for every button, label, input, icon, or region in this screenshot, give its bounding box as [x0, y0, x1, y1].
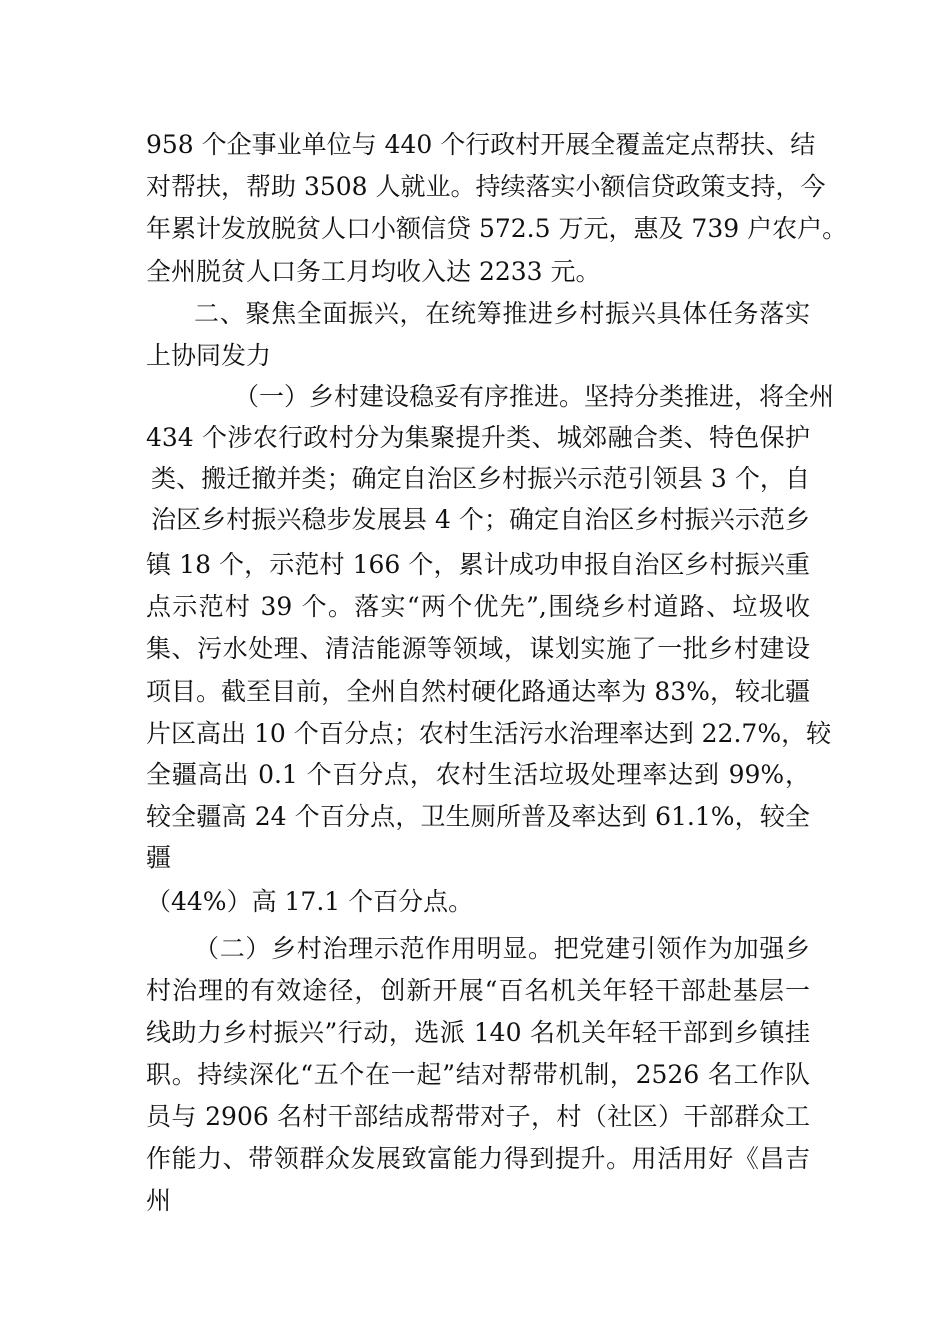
text-line: 片区高出 10 个百分点；农村生活污水治理率达到 22.7%，较	[146, 719, 832, 748]
text-line: （44%）高 17.1 个百分点。	[146, 887, 474, 916]
text-line: 958 个企事业单位与 440 个行政村开展全覆盖定点帮扶、结	[146, 130, 816, 159]
text-line: 项目。截至目前，全州自然村硬化路通达率为 83%，较北疆	[146, 677, 810, 706]
text-line: 镇 18 个，示范村 166 个，累计成功申报自治区乡村振兴重	[146, 550, 810, 579]
text-line: 全州脱贫人口务工月均收入达 2233 元。	[146, 257, 601, 286]
text-line: 年累计发放脱贫人口小额信贷 572.5 万元，惠及 739 户农户。	[146, 214, 848, 243]
text-line: （二）乡村治理示范作用明显。把党建引领作为加强乡	[194, 934, 810, 963]
text-line: 村治理的有效途径，创新开展“百名机关年轻干部赴基层一	[146, 976, 810, 1005]
text-line: 类、搬迁撤并类；确定自治区乡村振兴示范引领县 3 个，自	[151, 464, 810, 493]
text-line: 较全疆高 24 个百分点，卫生厕所普及率达到 61.1%，较全	[146, 802, 810, 831]
text-line: 全疆高出 0.1 个百分点，农村生活垃圾处理率达到 99%，	[146, 760, 810, 789]
text-line: 线助力乡村振兴”行动，选派 140 名机关年轻干部到乡镇挂	[146, 1018, 810, 1047]
text-line: 对帮扶，帮助 3508 人就业。持续落实小额信贷政策支持，今	[146, 172, 826, 201]
text-line: 职。持续深化“五个在一起”结对帮带机制，2526 名工作队	[146, 1060, 810, 1089]
text-line: 员与 2906 名村干部结成帮带对子，村（社区）干部群众工	[146, 1102, 810, 1131]
text-line: （一）乡村建设稳妥有序推进。坚持分类推进，将全州	[234, 382, 835, 411]
section-heading-line: 二、聚焦全面振兴，在统筹推进乡村振兴具体任务落实	[194, 299, 810, 328]
text-line: 点示范村 39 个。落实“两个优先”,围绕乡村道路、垃圾收	[146, 592, 810, 621]
section-heading-line: 上协同发力	[146, 341, 272, 370]
text-line: 作能力、带领群众发展致富能力得到提升。用活用好《昌吉	[146, 1144, 810, 1173]
text-line: 434 个涉农行政村分为集聚提升类、城郊融合类、特色保护	[146, 423, 810, 452]
text-line: 集、污水处理、清洁能源等领域，谋划实施了一批乡村建设	[146, 634, 810, 663]
text-line: 疆	[146, 843, 172, 872]
text-line: 州	[146, 1186, 172, 1215]
text-line: 治区乡村振兴稳步发展县 4 个；确定自治区乡村振兴示范乡	[151, 505, 810, 534]
